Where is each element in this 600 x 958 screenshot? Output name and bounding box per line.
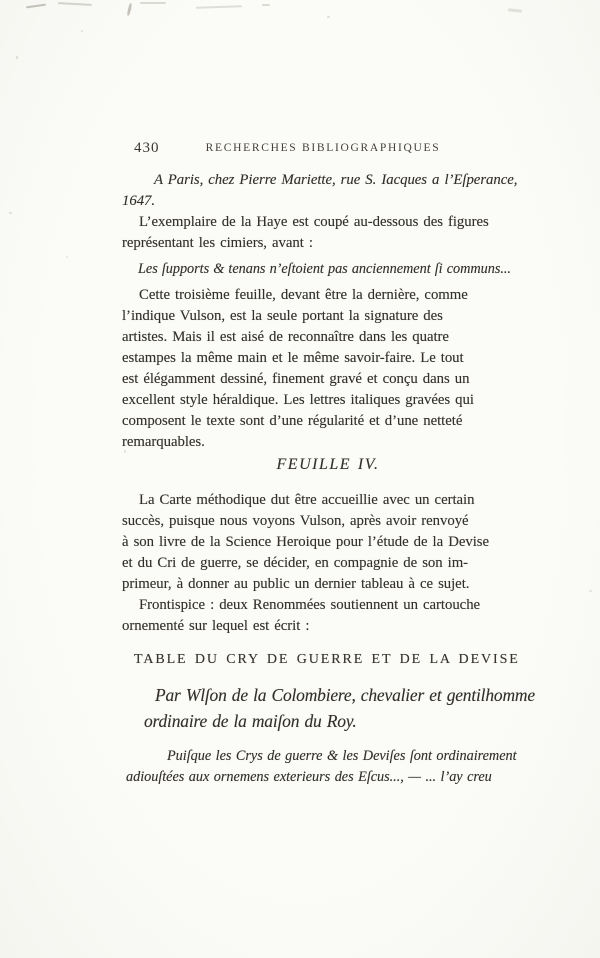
text-line: artistes. Mais il est aisé de reconnaître dans les quatre (122, 329, 449, 345)
page-number: 430 (134, 140, 160, 156)
text-line: succès, puisque nous voyons Vulson, après avoir renvoyé (122, 513, 469, 529)
text-line: remarquables. (122, 434, 205, 450)
text-line: A Paris, chez Pierre Mariette, rue S. Iacques a l’Eſperance, (154, 172, 518, 188)
text-column (122, 140, 535, 788)
scan-speck (9, 212, 12, 214)
text-line: excellent style héraldique. Les lettres italiques gravées qui (122, 392, 474, 408)
running-head (122, 140, 488, 154)
text-line: La Carte méthodique dut être accueillie avec un certain (139, 492, 475, 508)
scan-speck (508, 8, 522, 12)
quote-puisque (126, 746, 517, 788)
scan-speck (140, 2, 166, 4)
text-line: estampes la même main et le même savoir-faire. Le tout (122, 350, 464, 366)
text-line: 1647. (122, 193, 156, 209)
text-line: et du Cri de guerre, se décider, en compagnie de son im- (122, 555, 469, 571)
scan-speck (196, 5, 242, 8)
paragraph-troisieme-feuille (122, 285, 488, 453)
text-line: représentant les cimiers, avant : (122, 235, 313, 251)
text-line: FEUILLE IV. (276, 456, 380, 473)
scan-speck (81, 30, 83, 32)
scan-speck (126, 3, 132, 16)
scan-speck (26, 4, 46, 9)
text-line: primeur, à donner au public un dernier tableau à ce sujet. (122, 576, 470, 592)
paragraph-frontispice (122, 595, 488, 637)
text-line: TABLE DU CRY DE GUERRE ET DE LA DEVISE (134, 652, 520, 667)
scan-speck (16, 56, 18, 59)
text-line: ordinaire de la maiſon du Roy. (144, 711, 357, 731)
text-line: Cette troisième feuille, devant être la dernière, comme (139, 287, 468, 303)
text-line: Les ſupports & tenans n’eſtoient pas anciennement ſi communs... (138, 261, 511, 277)
text-line: L’exemplaire de la Haye est coupé au-dessous des figures (139, 214, 489, 230)
scan-speck (66, 256, 68, 258)
text-line: Par Wlſon de la Colombiere, chevalier et gentilhomme (155, 685, 535, 705)
text-line: est élégamment dessiné, finement gravé et conçu dans un (122, 371, 470, 387)
text-line: Puiſque les Crys de guerre & les Deviſes ſont ordinairement (167, 748, 517, 764)
running-title: RECHERCHES BIBLIOGRAPHIQUES (205, 142, 441, 154)
text-line: Frontispice : deux Renommées soutiennent un cartouche (139, 597, 481, 613)
scan-speck (589, 590, 592, 592)
quote-supports (138, 259, 511, 280)
heading-table-du-cry (134, 651, 520, 668)
paragraph-imprint (122, 170, 518, 212)
paragraph-carte-methodique (122, 490, 488, 595)
paragraph-haye (122, 212, 488, 254)
scan-speck (58, 2, 92, 5)
byline-vulson (144, 682, 535, 734)
text-line: ornementé sur lequel est écrit : (122, 618, 310, 634)
text-line: adiouſtées aux ornemens exterieurs des Eſcus..., — ... l’ay creu (126, 769, 492, 785)
text-line: composent le texte sont d’une régularité et d’une netteté (122, 413, 463, 429)
text-line: l’indique Vulson, est la seule portant la signature des (122, 308, 443, 324)
section-heading-feuille-iv (145, 456, 511, 474)
text-line: à son livre de la Science Heroique pour l’étude de la Devise (122, 534, 489, 550)
scan-speck (327, 16, 330, 18)
scan-speck (262, 4, 270, 6)
